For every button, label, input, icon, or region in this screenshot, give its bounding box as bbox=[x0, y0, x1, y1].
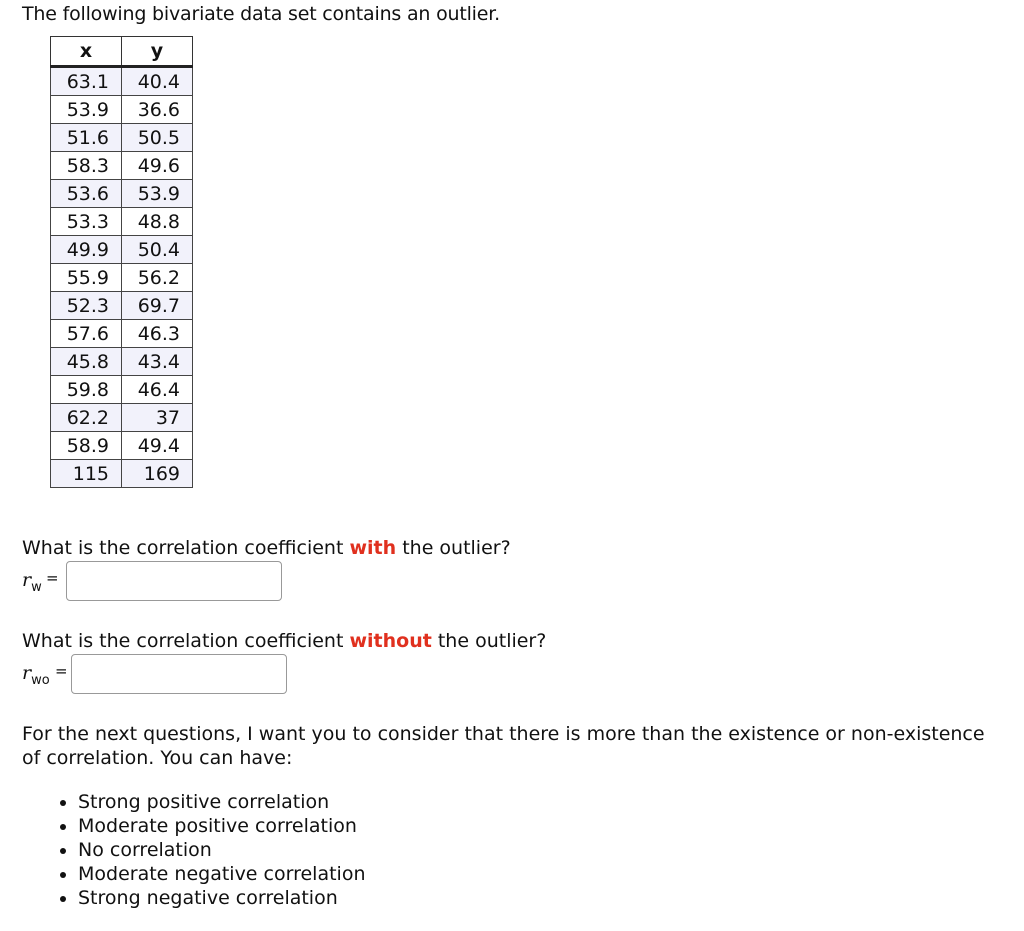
table-body bbox=[51, 67, 193, 488]
cell-x: 51.6 bbox=[51, 124, 122, 152]
table-row bbox=[51, 460, 193, 488]
table-row bbox=[51, 376, 193, 404]
rw-input[interactable] bbox=[66, 561, 282, 601]
answer-label-rwo bbox=[22, 662, 50, 688]
question-text: What is the correlation coefficient bbox=[22, 537, 350, 559]
rwo-input[interactable] bbox=[71, 654, 287, 694]
instructions-paragraph: For the next questions, I want you to consider that there is more than the existence or non-existence of correlation. You can have: bbox=[22, 723, 985, 769]
table-row bbox=[51, 404, 193, 432]
cell-y: 49.4 bbox=[122, 432, 193, 460]
cell-x: 52.3 bbox=[51, 292, 122, 320]
cell-x: 57.6 bbox=[51, 320, 122, 348]
equals-sign: = bbox=[55, 662, 68, 680]
cell-x: 53.3 bbox=[51, 208, 122, 236]
cell-y: 37 bbox=[122, 404, 193, 432]
table-row bbox=[51, 67, 193, 96]
question-without-outlier bbox=[22, 630, 546, 652]
answer-label-rw bbox=[22, 569, 42, 595]
list-item: • No correlation bbox=[78, 838, 366, 862]
cell-x: 53.9 bbox=[51, 96, 122, 124]
list-item: • Moderate positive correlation bbox=[78, 814, 366, 838]
table-row bbox=[51, 208, 193, 236]
cell-x: 55.9 bbox=[51, 264, 122, 292]
list-item: • Strong negative correlation bbox=[78, 886, 366, 910]
table-row bbox=[51, 264, 193, 292]
question-text: What is the correlation coefficient bbox=[22, 630, 350, 652]
cell-y: 56.2 bbox=[122, 264, 193, 292]
cell-y: 36.6 bbox=[122, 96, 193, 124]
label-sub: w bbox=[31, 579, 42, 595]
table-row bbox=[51, 320, 193, 348]
cell-y: 53.9 bbox=[122, 180, 193, 208]
label-sub: wo bbox=[31, 672, 50, 688]
cell-x: 58.9 bbox=[51, 432, 122, 460]
column-header-y: y bbox=[122, 37, 193, 67]
cell-y: 40.4 bbox=[122, 67, 193, 96]
page-title: The following bivariate data set contains an outlier. bbox=[22, 3, 500, 25]
table-row bbox=[51, 348, 193, 376]
list-item: • Strong positive correlation bbox=[78, 790, 366, 814]
cell-y: 50.5 bbox=[122, 124, 193, 152]
cell-x: 62.2 bbox=[51, 404, 122, 432]
cell-y: 43.4 bbox=[122, 348, 193, 376]
table-row bbox=[51, 124, 193, 152]
table-row bbox=[51, 292, 193, 320]
cell-y: 169 bbox=[122, 460, 193, 488]
cell-y: 46.3 bbox=[122, 320, 193, 348]
equals-sign: = bbox=[46, 569, 59, 587]
cell-y: 50.4 bbox=[122, 236, 193, 264]
table-row bbox=[51, 180, 193, 208]
data-table bbox=[50, 36, 193, 488]
label-main: r bbox=[22, 662, 32, 684]
question-with-outlier bbox=[22, 537, 511, 559]
table-row bbox=[51, 96, 193, 124]
table-row bbox=[51, 236, 193, 264]
table-row bbox=[51, 152, 193, 180]
highlight-with: with bbox=[349, 537, 397, 559]
label-main: r bbox=[22, 569, 32, 591]
cell-x: 63.1 bbox=[51, 67, 122, 96]
correlation-options-list bbox=[58, 790, 366, 910]
cell-y: 48.8 bbox=[122, 208, 193, 236]
cell-y: 49.6 bbox=[122, 152, 193, 180]
cell-y: 69.7 bbox=[122, 292, 193, 320]
cell-x: 59.8 bbox=[51, 376, 122, 404]
question-text: the outlier? bbox=[431, 630, 547, 652]
cell-x: 45.8 bbox=[51, 348, 122, 376]
cell-x: 53.6 bbox=[51, 180, 122, 208]
cell-x: 49.9 bbox=[51, 236, 122, 264]
question-text: the outlier? bbox=[396, 537, 511, 559]
column-header-x: x bbox=[51, 37, 122, 67]
cell-x: 115 bbox=[51, 460, 122, 488]
cell-y: 46.4 bbox=[122, 376, 193, 404]
table-row bbox=[51, 432, 193, 460]
cell-x: 58.3 bbox=[51, 152, 122, 180]
table-header-row bbox=[51, 37, 193, 67]
highlight-without: without bbox=[349, 630, 432, 652]
list-item: • Moderate negative correlation bbox=[78, 862, 366, 886]
